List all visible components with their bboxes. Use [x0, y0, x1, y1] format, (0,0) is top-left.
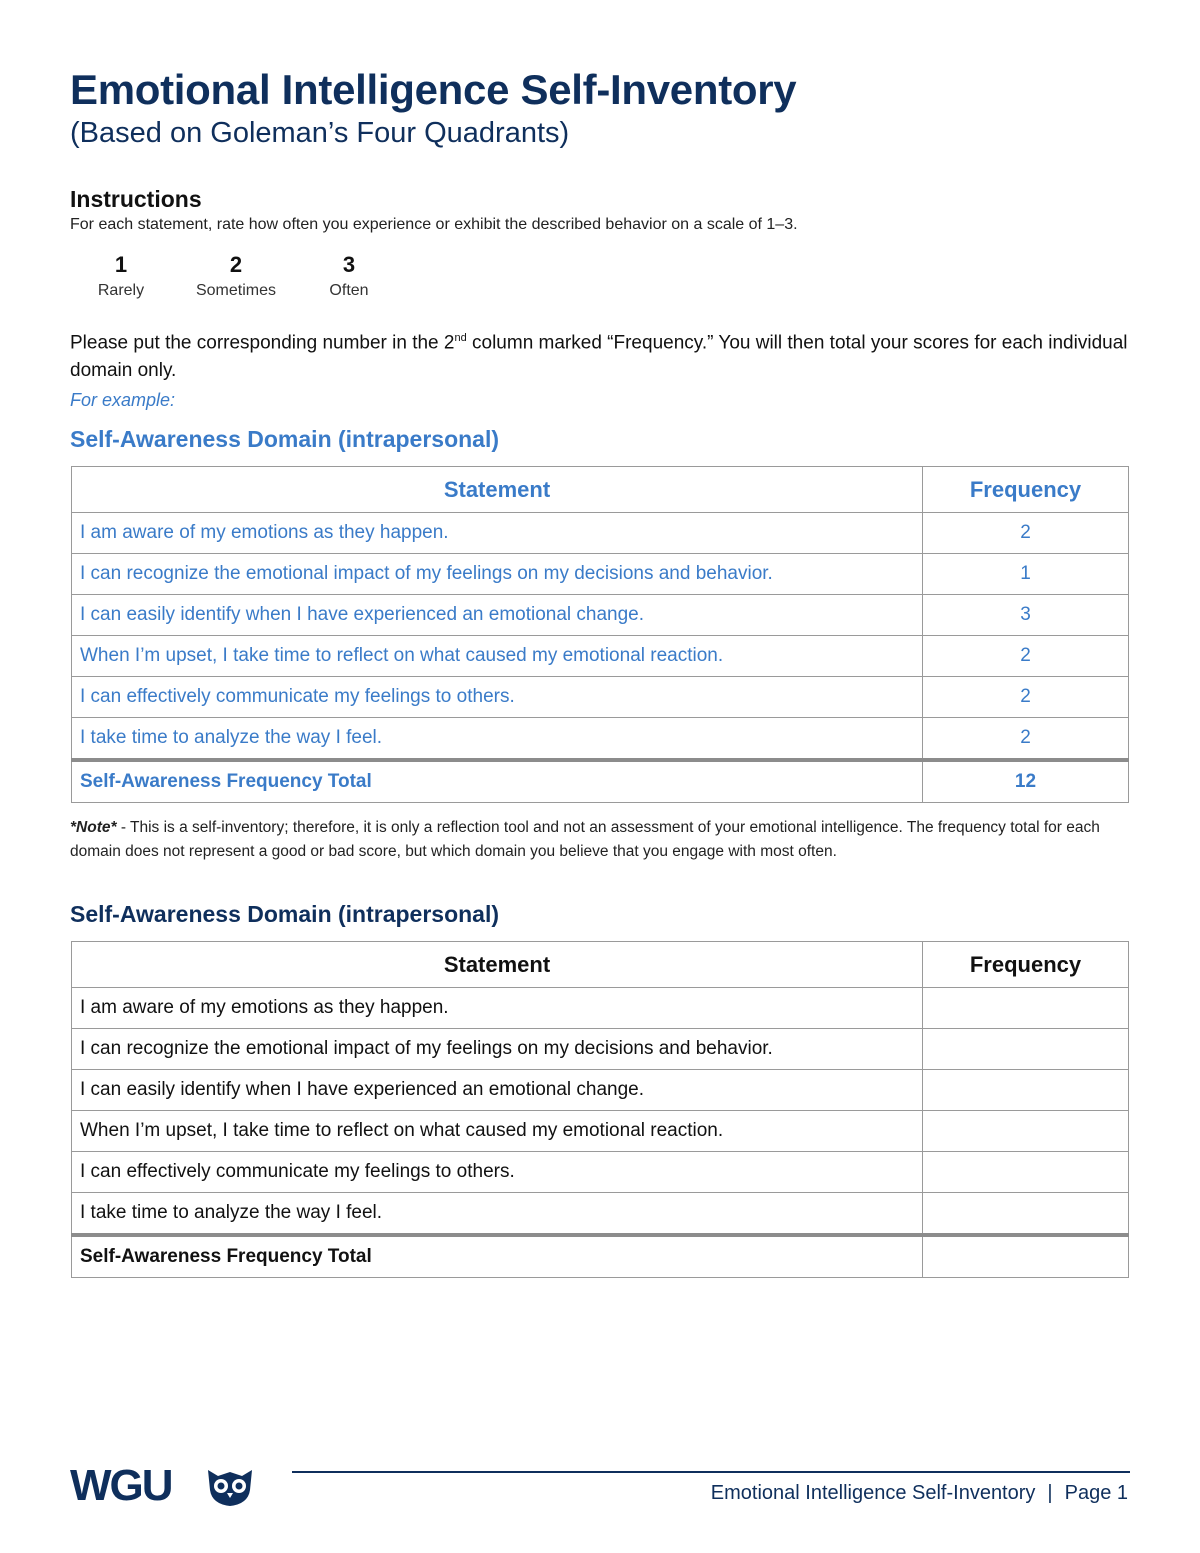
- table-row: [72, 1070, 1129, 1111]
- example-label: For example:: [70, 390, 176, 410]
- frequency-cell: 2: [923, 513, 1129, 554]
- statement-cell: I can effectively communicate my feelings to others.: [72, 677, 923, 718]
- footer-doc-title: Emotional Intelligence Self-Inventory: [710, 1482, 1036, 1504]
- statement-cell: I can effectively communicate my feelings to others.: [72, 1152, 923, 1193]
- frequency-cell: 1: [923, 554, 1129, 595]
- paragraph-text: column marked “Frequency.” You will then total your scores for each individual domain only.: [70, 332, 1128, 382]
- scale-label: Sometimes: [195, 282, 277, 299]
- note-text: [70, 816, 1140, 864]
- table-row: [72, 636, 1129, 677]
- example-section-title: Self-Awareness Domain (intrapersonal): [70, 426, 500, 452]
- table-row: [72, 595, 1129, 636]
- frequency-cell: 2: [923, 636, 1129, 677]
- total-label-cell: Self-Awareness Frequency Total: [72, 1235, 923, 1278]
- statement-cell: I take time to analyze the way I feel.: [72, 718, 923, 761]
- frequency-cell: 2: [923, 677, 1129, 718]
- frequency-input-cell[interactable]: [923, 1152, 1129, 1193]
- paragraph-text: Please put the corresponding number in the 2: [70, 332, 455, 354]
- inventory-table: [71, 941, 1129, 1278]
- statement-cell: I can easily identify when I have experienced an emotional change.: [72, 1070, 923, 1111]
- table-row: [72, 1193, 1129, 1236]
- frequency-input-cell[interactable]: [923, 1070, 1129, 1111]
- table-row: [72, 1152, 1129, 1193]
- footer-page-number: Page 1: [1064, 1482, 1128, 1504]
- instructions-paragraph: [70, 324, 1130, 385]
- statement-column-header: Statement: [72, 467, 923, 513]
- footer-separator: |: [1047, 1482, 1053, 1504]
- table-row: [72, 1111, 1129, 1152]
- table-row: [72, 718, 1129, 761]
- footer-divider: [292, 1471, 1130, 1473]
- wgu-logo: [70, 1462, 270, 1508]
- table-header-row: [72, 467, 1129, 513]
- scale-label: Rarely: [97, 282, 145, 299]
- scale-number: 3: [342, 252, 356, 277]
- table-header-row: [72, 942, 1129, 988]
- frequency-input-cell[interactable]: [923, 1029, 1129, 1070]
- example-table: [71, 466, 1129, 803]
- scale-number: 1: [114, 252, 128, 277]
- scale-item-sometimes: [181, 252, 291, 300]
- total-input-cell[interactable]: [923, 1235, 1129, 1278]
- table-row: [72, 513, 1129, 554]
- frequency-input-cell[interactable]: [923, 1193, 1129, 1236]
- table-row: [72, 1029, 1129, 1070]
- statement-cell: When I’m upset, I take time to reflect on what caused my emotional reaction.: [72, 636, 923, 677]
- statement-cell: When I’m upset, I take time to reflect on what caused my emotional reaction.: [72, 1111, 923, 1152]
- statement-column-header: Statement: [72, 942, 923, 988]
- scale-label: Often: [329, 282, 369, 299]
- statement-cell: I can easily identify when I have experienced an emotional change.: [72, 595, 923, 636]
- note-body: - This is a self-inventory; therefore, it is only a reflection tool and not an assessment of your emotional intelligence. The frequency total for each domain does not represent a good or bad score, but which domain you believe that you engage with most often.: [70, 819, 1100, 860]
- instructions-text: For each statement, rate how often you experience or exhibit the described behavior on a scale of 1–3.: [70, 216, 798, 233]
- page-subtitle: (Based on Goleman’s Four Quadrants): [70, 117, 570, 149]
- owl-icon: [208, 1470, 252, 1506]
- scale-item-often: [294, 252, 404, 300]
- ordinal-suffix: nd: [454, 332, 467, 344]
- scale-item-rarely: [66, 252, 176, 300]
- note-label: *Note*: [70, 819, 117, 836]
- footer-text: [711, 1482, 1128, 1505]
- scale-number: 2: [229, 252, 243, 277]
- table-row: [72, 554, 1129, 595]
- table-row: [72, 677, 1129, 718]
- frequency-cell: 3: [923, 595, 1129, 636]
- frequency-cell: 2: [923, 718, 1129, 761]
- inventory-section-title: Self-Awareness Domain (intrapersonal): [70, 901, 500, 927]
- logo-text: WGU: [70, 1462, 172, 1508]
- statement-cell: I can recognize the emotional impact of my feelings on my decisions and behavior.: [72, 554, 923, 595]
- statement-cell: I am aware of my emotions as they happen.: [72, 988, 923, 1029]
- statement-cell: I am aware of my emotions as they happen.: [72, 513, 923, 554]
- total-row: [72, 1235, 1129, 1278]
- total-label-cell: Self-Awareness Frequency Total: [72, 760, 923, 803]
- frequency-input-cell[interactable]: [923, 1111, 1129, 1152]
- total-row: [72, 760, 1129, 803]
- frequency-column-header: Frequency: [923, 467, 1129, 513]
- instructions-heading: Instructions: [70, 186, 202, 212]
- frequency-column-header: Frequency: [923, 942, 1129, 988]
- total-value-cell: 12: [923, 760, 1129, 803]
- frequency-input-cell[interactable]: [923, 988, 1129, 1029]
- table-row: [72, 988, 1129, 1029]
- statement-cell: I take time to analyze the way I feel.: [72, 1193, 923, 1236]
- statement-cell: I can recognize the emotional impact of my feelings on my decisions and behavior.: [72, 1029, 923, 1070]
- page-title: Emotional Intelligence Self-Inventory: [70, 66, 797, 113]
